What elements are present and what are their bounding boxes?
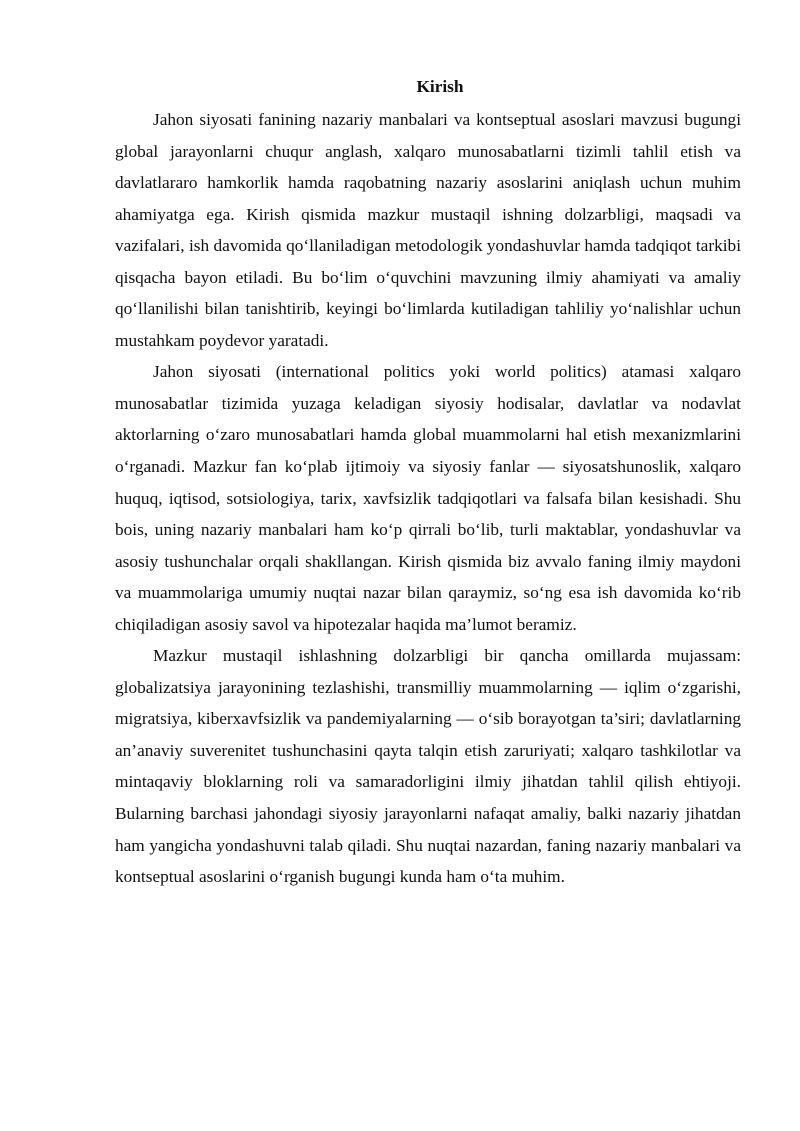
paragraph-relevance: Mazkur mustaqil ishlashning dolzarbligi bir qancha omillarda mujassam: globalizatsiya jarayonining tezlashishi, transmilliy muammolarning — iqlim o‘zgarishi, migratsiya, kiberxavfsizlik va pandemiyalarning — o‘sib borayotgan ta’siri; davlatlarning an’anaviy suverenitet tushunchasini qayta talqin etish zaruriyati; xalqaro tashkilotlar va mintaqaviy bloklarning roli va samaradorligini ilmiy jihatdan tahlil qilish ehtiyoji. Bularning barchasi jahondagi siyosiy jarayonlarni nafaqat amaliy, balki nazariy jihatdan ham yangicha yondashuvni talab qiladi. Shu nuqtai nazardan, faning nazariy manbalari va kontseptual asoslarini o‘rganish bugungi kunda ham o‘ta muhim. bbox=[115, 646, 741, 887]
document-body bbox=[115, 72, 741, 893]
paragraph-intro: Jahon siyosati fanining nazariy manbalari va kontseptual asoslari mavzusi bugungi global jarayonlarni chuqur anglash, xalqaro munosabatlarni tizimli tahlil etish va davlatlararo hamkorlik hamda raqobatning nazariy asoslarini aniqlash uchun muhim ahamiyatga ega. Kirish qismida mazkur mustaqil ishning dolzarbligi, maqsadi va vazifalari, ish davomida qo‘llaniladigan metodologik yondashuvlar hamda tadqiqot tarkibi qisqacha bayon etiladi. Bu bo‘lim o‘quvchini mavzuning ilmiy ahamiyati va amaliy qo‘llanilishi bilan tanishtirib, keyingi bo‘limlarda kutiladigan tahliliy yo‘nalishlar uchun mustahkam poydevor yaratadi. bbox=[115, 110, 741, 350]
section-title: Kirish bbox=[416, 77, 464, 96]
paragraph-definition: Jahon siyosati (international politics yoki world politics) atamasi xalqaro munosabatlar tizimida yuzaga keladigan siyosiy hodisalar, davlatlar va nodavlat aktorlarning o‘zaro munosabatlari hamda global muammolarni hal etish mexanizmlarini o‘rganadi. Mazkur fan ko‘plab ijtimoiy va siyosiy fanlar — siyosatshunoslik, xalqaro huquq, iqtisod, sotsiologiya, tarix, xavfsizlik tadqiqotlari va falsafa bilan kesishadi. Shu bois, uning nazariy manbalari ham ko‘p qirrali bo‘lib, turli maktablar, yondashuvlar va asosiy tushunchalar orqali shakllangan. Kirish qismida biz avvalo faning ilmiy maydoni va muammolariga umumiy nuqtai nazar bilan qaraymiz, so‘ng esa ish davomida ko‘rib chiqiladigan asosiy savol va hipotezalar haqida ma’lumot beramiz. bbox=[115, 362, 741, 634]
